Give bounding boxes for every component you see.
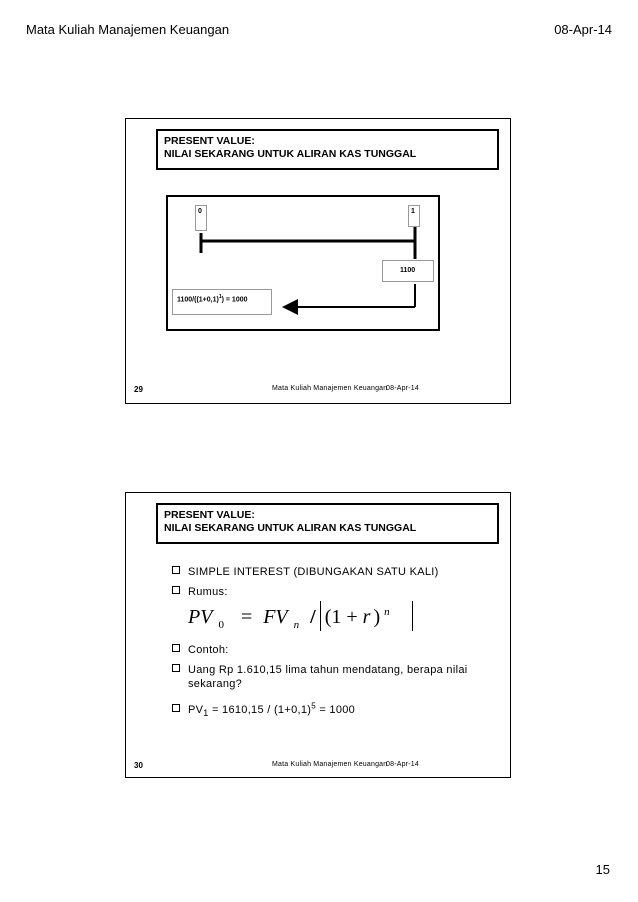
formula-bar-left (320, 601, 321, 631)
slide-footer-date: 08-Apr-14 (386, 385, 419, 392)
pv-formula: PV $_0$ = FV $_n$ / (1 + r ) $^n$ (188, 601, 417, 631)
formula-bar-right (412, 601, 413, 631)
slide-title-box (156, 129, 499, 170)
slide-number: 29 (134, 385, 143, 394)
slide-29 (125, 118, 511, 404)
label-box-end (408, 205, 420, 227)
future-value-box (382, 260, 434, 282)
period-1-label: 1 (411, 208, 415, 215)
present-value-formula: $1100/((1+0,1)^1) = 1000$ (177, 294, 248, 304)
slide-footer-course: Mata Kuliah Manajemen Keuangan (272, 385, 388, 392)
bullet-square-icon (172, 566, 180, 574)
bullet-example-question: Uang Rp 1.610,15 lima tahun mendatang, berapa nilai sekarang? (172, 663, 467, 691)
slide-number: 30 (134, 761, 143, 770)
slide-30 (125, 492, 511, 778)
page-header-title: Mata Kuliah Manajemen Keuangan (26, 22, 230, 37)
bullet-square-icon (172, 644, 180, 652)
period-0-label: 0 (198, 208, 202, 215)
bullet-contoh: Contoh: (172, 643, 229, 657)
label-box-start (195, 205, 207, 231)
slide-title-line1: PRESENT VALUE: (164, 135, 255, 147)
slide-footer-course: Mata Kuliah Manajemen Keuangan (272, 761, 388, 768)
slide-title-line1: PRESENT VALUE: (164, 509, 255, 521)
page-header-date: 08-Apr-14 (554, 22, 612, 37)
future-value-label: 1100 (400, 267, 416, 274)
slide-title-line2: NILAI SEKARANG UNTUK ALIRAN KAS TUNGGAL (164, 522, 417, 534)
timeline-diagram (166, 195, 440, 331)
slide-title-line2: NILAI SEKARANG UNTUK ALIRAN KAS TUNGGAL (164, 148, 417, 160)
bullet-example-answer: $PV_1 = 1610,15 / (1+0,1)^5 = 1000$ (172, 699, 355, 720)
bullet-square-icon (172, 664, 180, 672)
slide-title-box (156, 503, 499, 544)
bullet-square-icon (172, 586, 180, 594)
slide-footer-date: 08-Apr-14 (386, 761, 419, 768)
bullet-rumus: Rumus: (172, 585, 228, 599)
present-value-box (172, 289, 272, 315)
bullet-square-icon (172, 704, 180, 712)
bullet-simple-interest: SIMPLE INTEREST (DIBUNGAKAN SATU KALI) (172, 565, 439, 579)
page-number: 15 (595, 862, 610, 877)
